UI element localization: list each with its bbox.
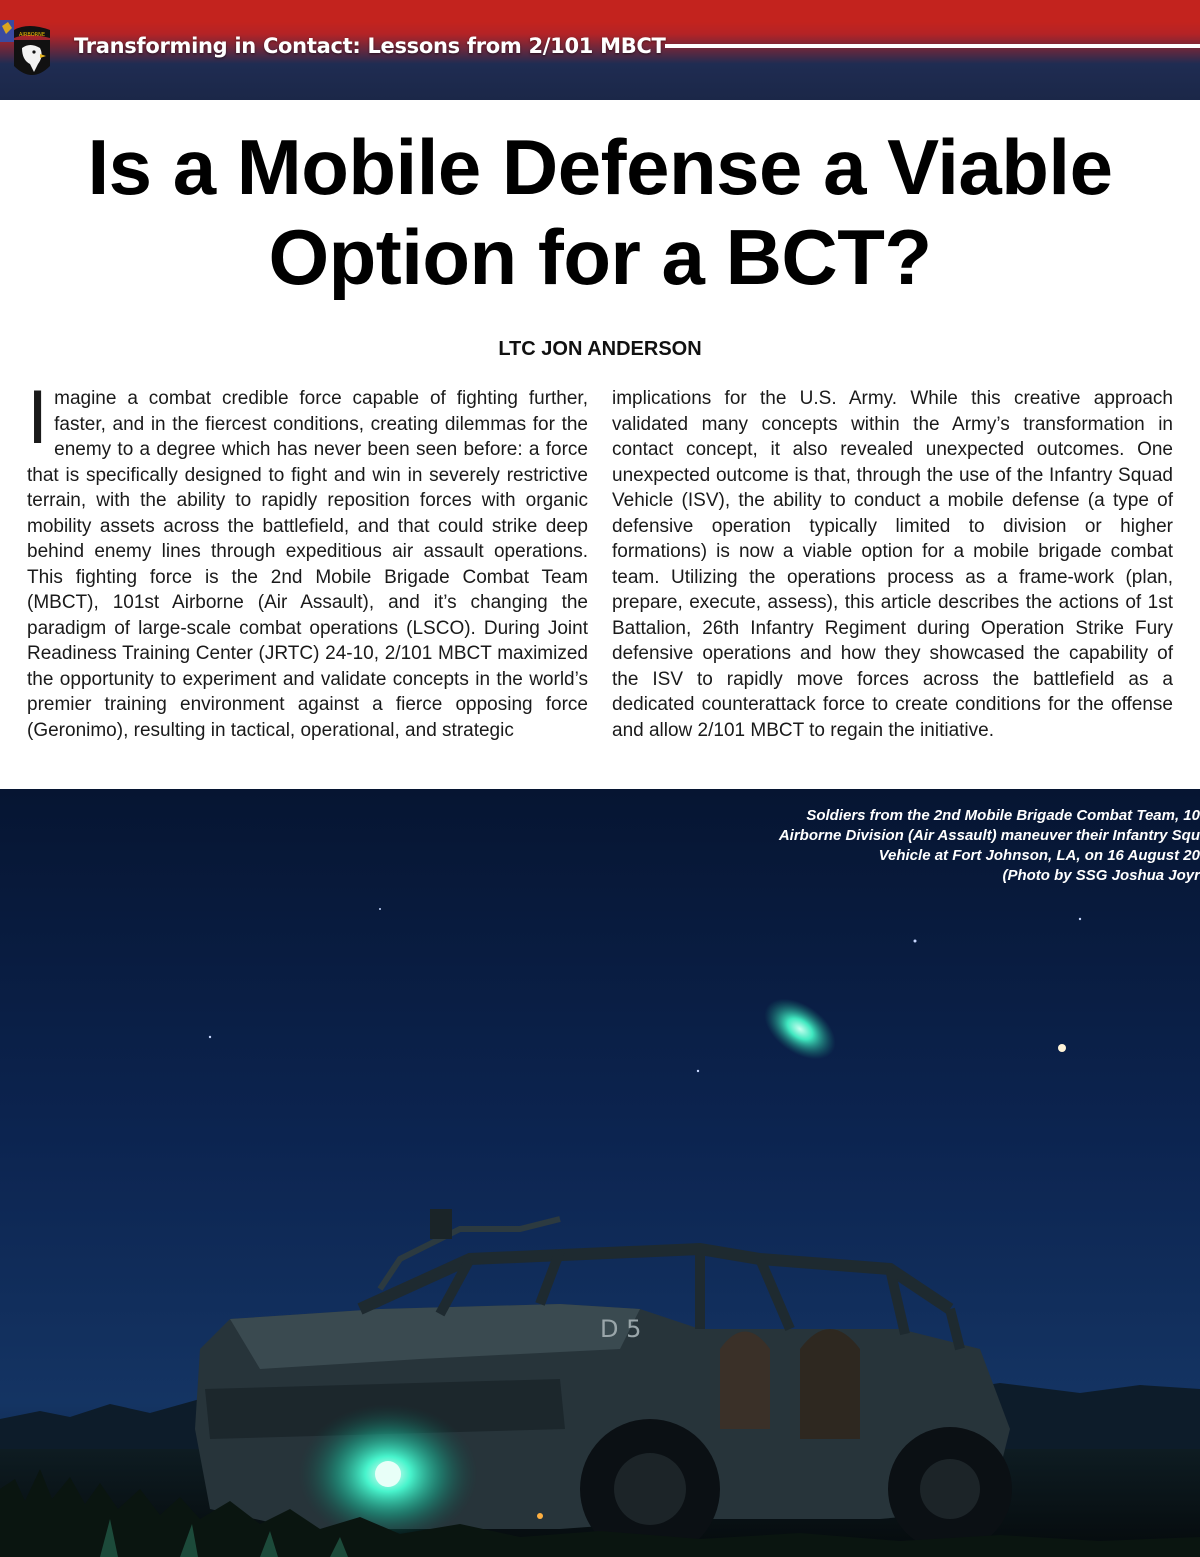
article-title-line-1: Is a Mobile Defense a Viable bbox=[87, 123, 1113, 211]
airborne-patch-icon bbox=[0, 20, 56, 90]
drop-cap: I bbox=[27, 375, 49, 460]
byline: LTC JON ANDERSON bbox=[498, 338, 702, 360]
body-text-left: magine a combat credible force capable of fighting further, faster, and in the fiercest conditions, creating dilemmas for the enemy to a degree which has never been seen before: a force that is specifically designed to fight and win in severely restrictive terrain, with the ability to rapidly reposition forces with organic mobility assets across the battlefield, and that could strike deep behind enemy lines through expeditious air assault operations. This fighting force is the 2nd Mobile Brigade Combat Team (MBCT), 101st Airborne (Air Assault), and it’s changing the paradigm of large-scale combat operations (LSCO). During Joint Readiness Training Center (JRTC) 24-10, 2/101 MBCT maximized the opportunity to experiment and validate concepts in the world’s premier training environment against a fierce opposing force (Geronimo), resulting in tactical, operational, and strategic bbox=[27, 388, 588, 741]
article-photo bbox=[0, 789, 1200, 1557]
body-text-right: implications for the U.S. Army. While this creative approach validated many concepts within the Army’s transformation in contact concept, it also revealed unexpected outcomes. One unexpected outcome is that, through the use of the Infantry Squad Vehicle (ISV), the ability to conduct a mobile defense (a type of defensive operation typically limited to division or higher formations) is now a viable option for a mobile brigade combat team. Utilizing the operations process as a frame-work (plan, prepare, execute, assess), this article describes the actions of 1st Battalion, 26th Infantry Regiment during Operation Strike Fury defensive operations and how they showcased the capability of the ISV to rapidly move forces across the battlefield as a dedicated counterattack force to create conditions for the offense and allow 2/101 MBCT to regain the initiative. bbox=[612, 388, 1173, 741]
caption-line-3: Vehicle at Fort Johnson, LA, on 16 August 20 bbox=[878, 847, 1200, 864]
logo-text: AIRBORNE bbox=[18, 32, 46, 38]
header-banner bbox=[0, 0, 1200, 100]
night-vehicle-illustration bbox=[0, 789, 1200, 1557]
star bbox=[1058, 1044, 1066, 1052]
banner-rule bbox=[665, 44, 1200, 48]
article-title bbox=[0, 122, 1200, 302]
article-title-line-2: Option for a BCT? bbox=[268, 213, 932, 301]
section-title: Transforming in Contact: Lessons from 2/101 MBCT bbox=[74, 34, 666, 58]
photo-caption bbox=[640, 806, 1200, 886]
caption-line-4: (Photo by SSG Joshua Joyr bbox=[1002, 867, 1200, 884]
caption-line-2: Airborne Division (Air Assault) maneuver their Infantry Squ bbox=[778, 827, 1200, 844]
body-column-left bbox=[27, 375, 588, 743]
vehicle-marking: D 5 bbox=[600, 1315, 642, 1343]
caption-line-1: Soldiers from the 2nd Mobile Brigade Combat Team, 10 bbox=[806, 807, 1200, 824]
body-column-right bbox=[612, 386, 1173, 743]
